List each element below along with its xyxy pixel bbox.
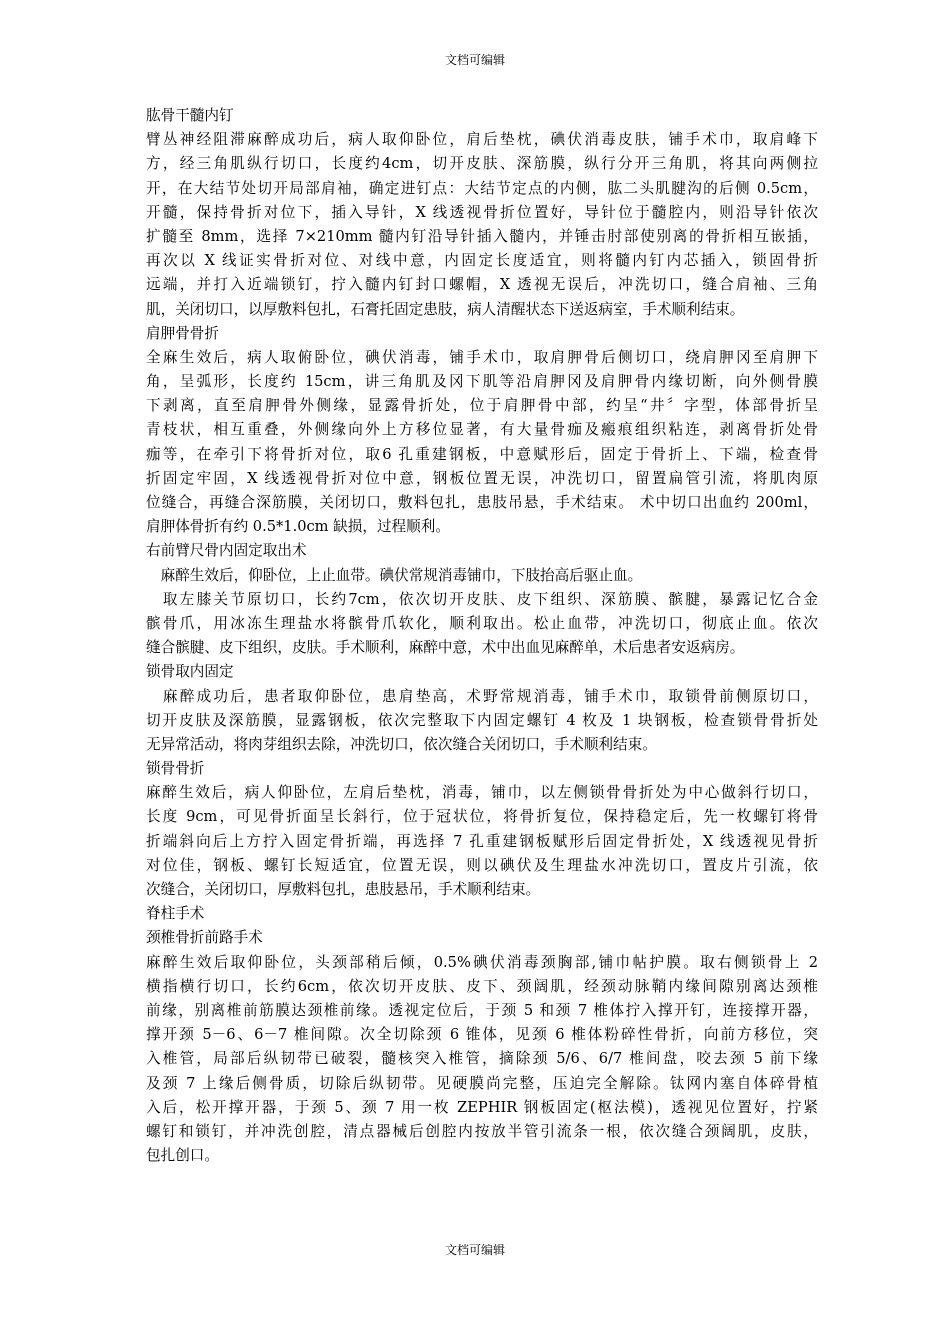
text-line: 对位佳，钢板、螺钉长短适宜，位置无误，则以碘伏及生理盐水冲洗切口，置皮片引流，依 xyxy=(146,856,818,874)
paragraph xyxy=(146,951,818,1169)
text-line: 缝合髌腱、皮下组织，皮肤。手术顺利，麻醉中意，术中出血见麻醉单，术后患者安返病房。 xyxy=(146,639,745,657)
paragraph xyxy=(146,685,818,758)
text-line: 切开皮肤及深筋膜，显露钢板，依次完整取下内固定螺钉 4 枚及 1 块钢板，检查锁骨骨折处 xyxy=(146,711,818,729)
text-line: 下剥离，直至肩胛骨外侧缘，显露骨折处，位于肩胛骨中部，约呈“井〞字型，体部骨折呈 xyxy=(146,397,818,415)
text-line: 横指横行切口，长约6cm，依次切开皮肤、皮下、颈阔肌，经颈动脉鞘内缘间隙别离达颈椎 xyxy=(146,977,818,995)
paragraph xyxy=(146,346,818,540)
text-line: 角，呈弧形，长度约 15cm，讲三角肌及冈下肌等沿肩胛冈及肩胛骨内缘切断，向外侧骨膜 xyxy=(146,373,818,391)
text-line: 痂等，在牵引下将骨折对位，取6 孔重建钢板，中意赋形后，固定于骨折上、下端，检查骨 xyxy=(146,445,818,463)
text-line: 麻醉生效后取仰卧位，头颈部稍后倾，0.5%碘伏消毒颈胸部,铺巾帖护膜。取右侧锁骨上 2 xyxy=(146,953,818,971)
text-line: 远端，并打入近端锁钉，拧入髓内钉封口螺帽，X 透视无误后，冲洗切口，缝合肩袖、三角 xyxy=(146,276,818,294)
text-line: 肌，关闭切口，以厚敷料包扎，石膏托固定患肢，病人清醒状态下送返病室，手术顺利结束。 xyxy=(146,300,745,318)
text-line: 包扎创口。 xyxy=(146,1147,219,1165)
text-line: 撑开颈 5－6、6－7 椎间隙。次全切除颈 6 锥体，见颈 6 椎体粉碎性骨折，向前方移位，突 xyxy=(146,1026,818,1044)
text-line: 开，在大结节处切开局部肩袖，确定进钉点：大结节定点的内侧，肱二头肌腱沟的后侧 0.5cm， xyxy=(146,179,818,197)
text-line: 次缝合，关闭切口，厚敷料包扎，患肢悬吊，手术顺利结束。 xyxy=(146,881,541,898)
text-line: 位缝合，再缝合深筋膜，关闭切口，敷料包扎，患肢吊悬，手术结束。 术中切口出血约 200ml， xyxy=(146,494,818,511)
text-line: 肩胛体骨折有约 0.5*1.0cm 缺损，过程顺利。 xyxy=(146,518,450,536)
text-line: 方，经三角肌纵行切口，长度约4cm，切开皮肤、深筋膜，纵行分开三角肌，将其向两侧拉 xyxy=(146,155,818,173)
text-line: 螺钉和锁钉，并冲洗创腔，清点器械后创腔内按放半管引流条一根，依次缝合颈阔肌，皮肤， xyxy=(146,1122,818,1140)
text-line: 麻醉生效后，病人仰卧位，左肩后垫枕，消毒，铺巾，以左侧锁骨骨折处为中心做斜行切口， xyxy=(146,784,818,802)
text-line: 折端斜向后上方拧入固定骨折端，再选择 7 孔重建钢板赋形后固定骨折处，X 线透视见骨折 xyxy=(146,832,818,850)
text-line: 麻醉成功后，患者取仰卧位，患肩垫高，术野常规消毒，铺手术巾，取锁骨前侧原切口， xyxy=(146,687,818,705)
section-heading: 肩胛骨骨折 xyxy=(146,324,219,342)
text-line: 臂丛神经阻滞麻醉成功后，病人取仰卧位，肩后垫枕，碘伏消毒皮肤，铺手术巾，取肩峰下 xyxy=(146,131,818,149)
document-body xyxy=(146,104,818,1168)
paragraph xyxy=(146,781,818,902)
section-heading: 锁骨取内固定 xyxy=(146,663,234,681)
section-heading: 锁骨骨折 xyxy=(146,760,205,778)
text-line: 取左膝关节原切口，长约7cm，依次切开皮肤、皮下组织、深筋膜、髌腱，暴露记忆合金 xyxy=(146,590,818,608)
text-line: 入椎管，局部后纵韧带已破裂，髓核突入椎管，摘除颈 5/6、6/7 椎间盘，咬去颈 5 前下缘 xyxy=(146,1050,818,1068)
text-line: 全麻生效后，病人取俯卧位，碘伏消毒，铺手术巾，取肩胛骨后侧切口，绕肩胛冈至肩胛下 xyxy=(146,348,818,366)
text-line: 前缘，别离椎前筋膜达颈椎前缘。透视定位后，于颈 5 和颈 7 椎体拧入撑开钉，连接撑开器， xyxy=(146,1001,818,1019)
page-header: 文档可编辑 xyxy=(444,53,505,67)
text-line: 麻醉生效后，仰卧位，上止血带。碘伏常规消毒铺巾，下肢抬高后驱止血。 xyxy=(146,566,643,584)
section-heading: 脊柱手术 xyxy=(146,905,205,923)
text-line: 髌骨爪，用冰冻生理盐水将髌骨爪软化，顺利取出。松止血带，冲洗切口，彻底止血。依次 xyxy=(146,614,818,632)
text-line: 青枝状，相互重叠，外侧缘向外上方移位显著，有大量骨痂及瘢痕组织粘连，剥离骨折处骨 xyxy=(146,421,818,439)
section-heading: 肱骨干髓内钉 xyxy=(146,107,234,124)
page-footer: 文档可编辑 xyxy=(444,1243,505,1257)
text-line: 长度 9cm，可见骨折面呈长斜行，位于冠状位，将骨折复位，保持稳定后，先一枚螺钉将骨 xyxy=(146,808,818,826)
text-line: 扩髓至 8mm，选择 7×210mm 髓内钉沿导针插入髓内，并锤击肘部使别离的骨折相互嵌插， xyxy=(146,227,818,245)
text-line: 及颈 7 上缘后侧骨质，切除后纵韧带。见硬膜尚完整，压迫完全解除。钛网内塞自体碎骨植 xyxy=(146,1074,818,1092)
section-heading: 右前臂尺骨内固定取出术 xyxy=(146,542,307,560)
paragraph xyxy=(146,128,818,322)
paragraph xyxy=(146,588,818,661)
text-line: 无异常活动，将肉芽组织去除，冲洗切口，依次缝合关闭切口，手术顺利结束。 xyxy=(146,735,657,753)
paragraph xyxy=(146,564,818,588)
text-line: 再次以 X 线证实骨折对位、对线中意，内固定长度适宜，则将髓内钉内芯插入，锁固骨折 xyxy=(146,252,818,270)
text-line: 开髓，保持骨折对位下，插入导针，X 线透视骨折位置好，导针位于髓腔内，则沿导针依次 xyxy=(146,203,818,221)
section-heading: 颈椎骨折前路手术 xyxy=(146,929,263,947)
text-line: 入后，松开撑开器，于颈 5、颈 7 用一枚 ZEPHIR 钢板固定(枢法模)，透视见位置好，拧紧 xyxy=(146,1098,818,1116)
text-line: 折固定牢固，X 线透视骨折对位中意，钢板位置无误，冲洗切口，留置扁管引流，将肌肉原 xyxy=(146,469,818,487)
